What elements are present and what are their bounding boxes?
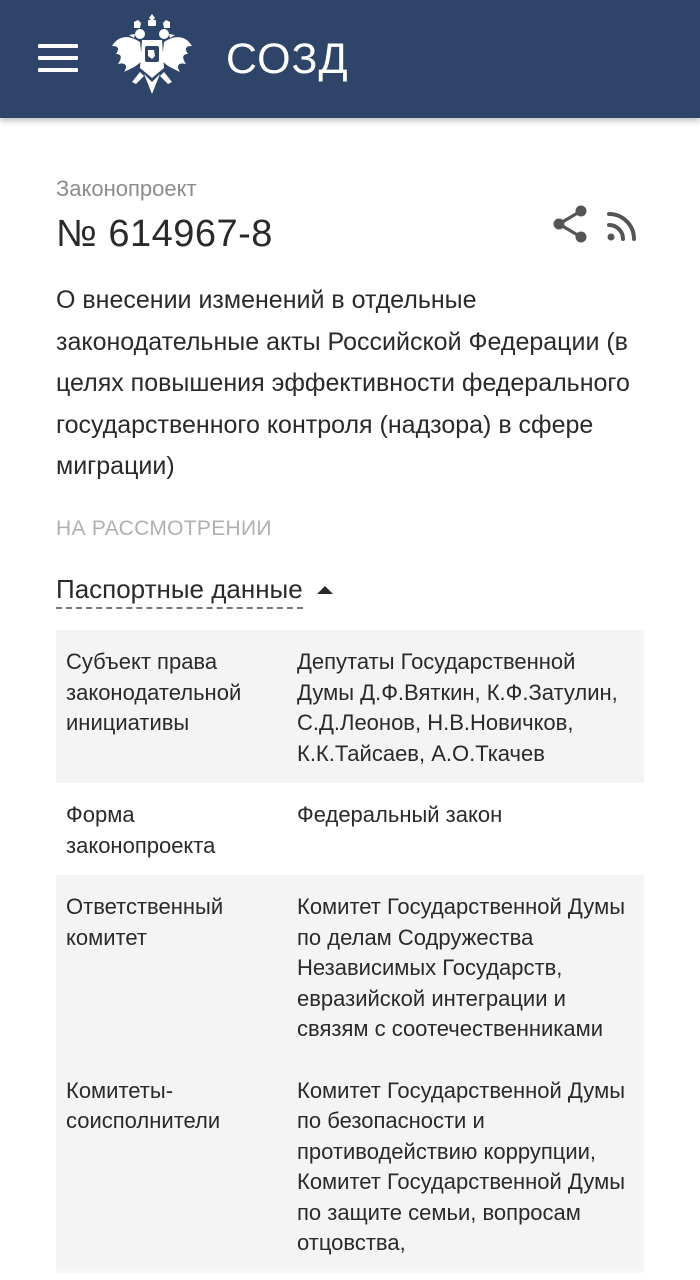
document-type-label: Законопроект (56, 176, 197, 201)
share-button[interactable] (550, 204, 590, 244)
bill-number: № 614967-8 (56, 213, 273, 255)
hamburger-line (38, 44, 78, 48)
table-cell-value: Комитет Государственной Думы по безопасности и противодействию коррупции, Комитет Государственной Думы по защите семьи, вопросам отцовства, (288, 1059, 644, 1273)
table-cell-label: Ответственный комитет (56, 875, 288, 1059)
table-cell-value: Федеральный закон (297, 802, 503, 827)
passport-table (56, 630, 644, 1273)
app-header (0, 0, 700, 118)
coat-of-arms-logo (110, 12, 194, 98)
rss-icon (604, 208, 640, 244)
app-title: СОЗД (226, 35, 349, 83)
hamburger-line (38, 68, 78, 72)
bill-title: О внесении изменений в отдельные законодательные акты Российской Федерации (в целях повышения эффективности федерального государственного контроля (надзора) в сфере миграции) (56, 286, 630, 480)
passport-section-label: Паспортные данные (56, 572, 303, 609)
passport-section-toggle[interactable] (56, 572, 333, 608)
hamburger-line (38, 56, 78, 60)
table-row (56, 875, 644, 1059)
table-cell-label: Форма законопроекта (66, 802, 216, 858)
menu-button[interactable] (36, 40, 80, 76)
status-badge: НА РАССМОТРЕНИИ (56, 517, 272, 540)
table-cell-value: Депутаты Государственной Думы Д.Ф.Вяткин, К.Ф.Затулин, С.Д.Леонов, Н.В.Новичков, К.К.Тайсаев, А.О.Ткачев (288, 630, 644, 783)
table-row (56, 783, 644, 875)
table-cell-value: Комитет Государственной Думы по делам Содружества Независимых Государств, евразийской интеграции и связям с соотечественниками (288, 875, 644, 1059)
bottom-fade (0, 1268, 700, 1280)
caret-up-icon (317, 586, 333, 594)
table-row (56, 630, 644, 783)
rss-button[interactable] (604, 208, 640, 244)
share-icon (550, 204, 590, 244)
table-cell-label: Субъект права законодательной инициативы (56, 630, 288, 783)
table-row (56, 1059, 644, 1273)
table-cell-label: Комитеты-соисполнители (56, 1059, 288, 1273)
